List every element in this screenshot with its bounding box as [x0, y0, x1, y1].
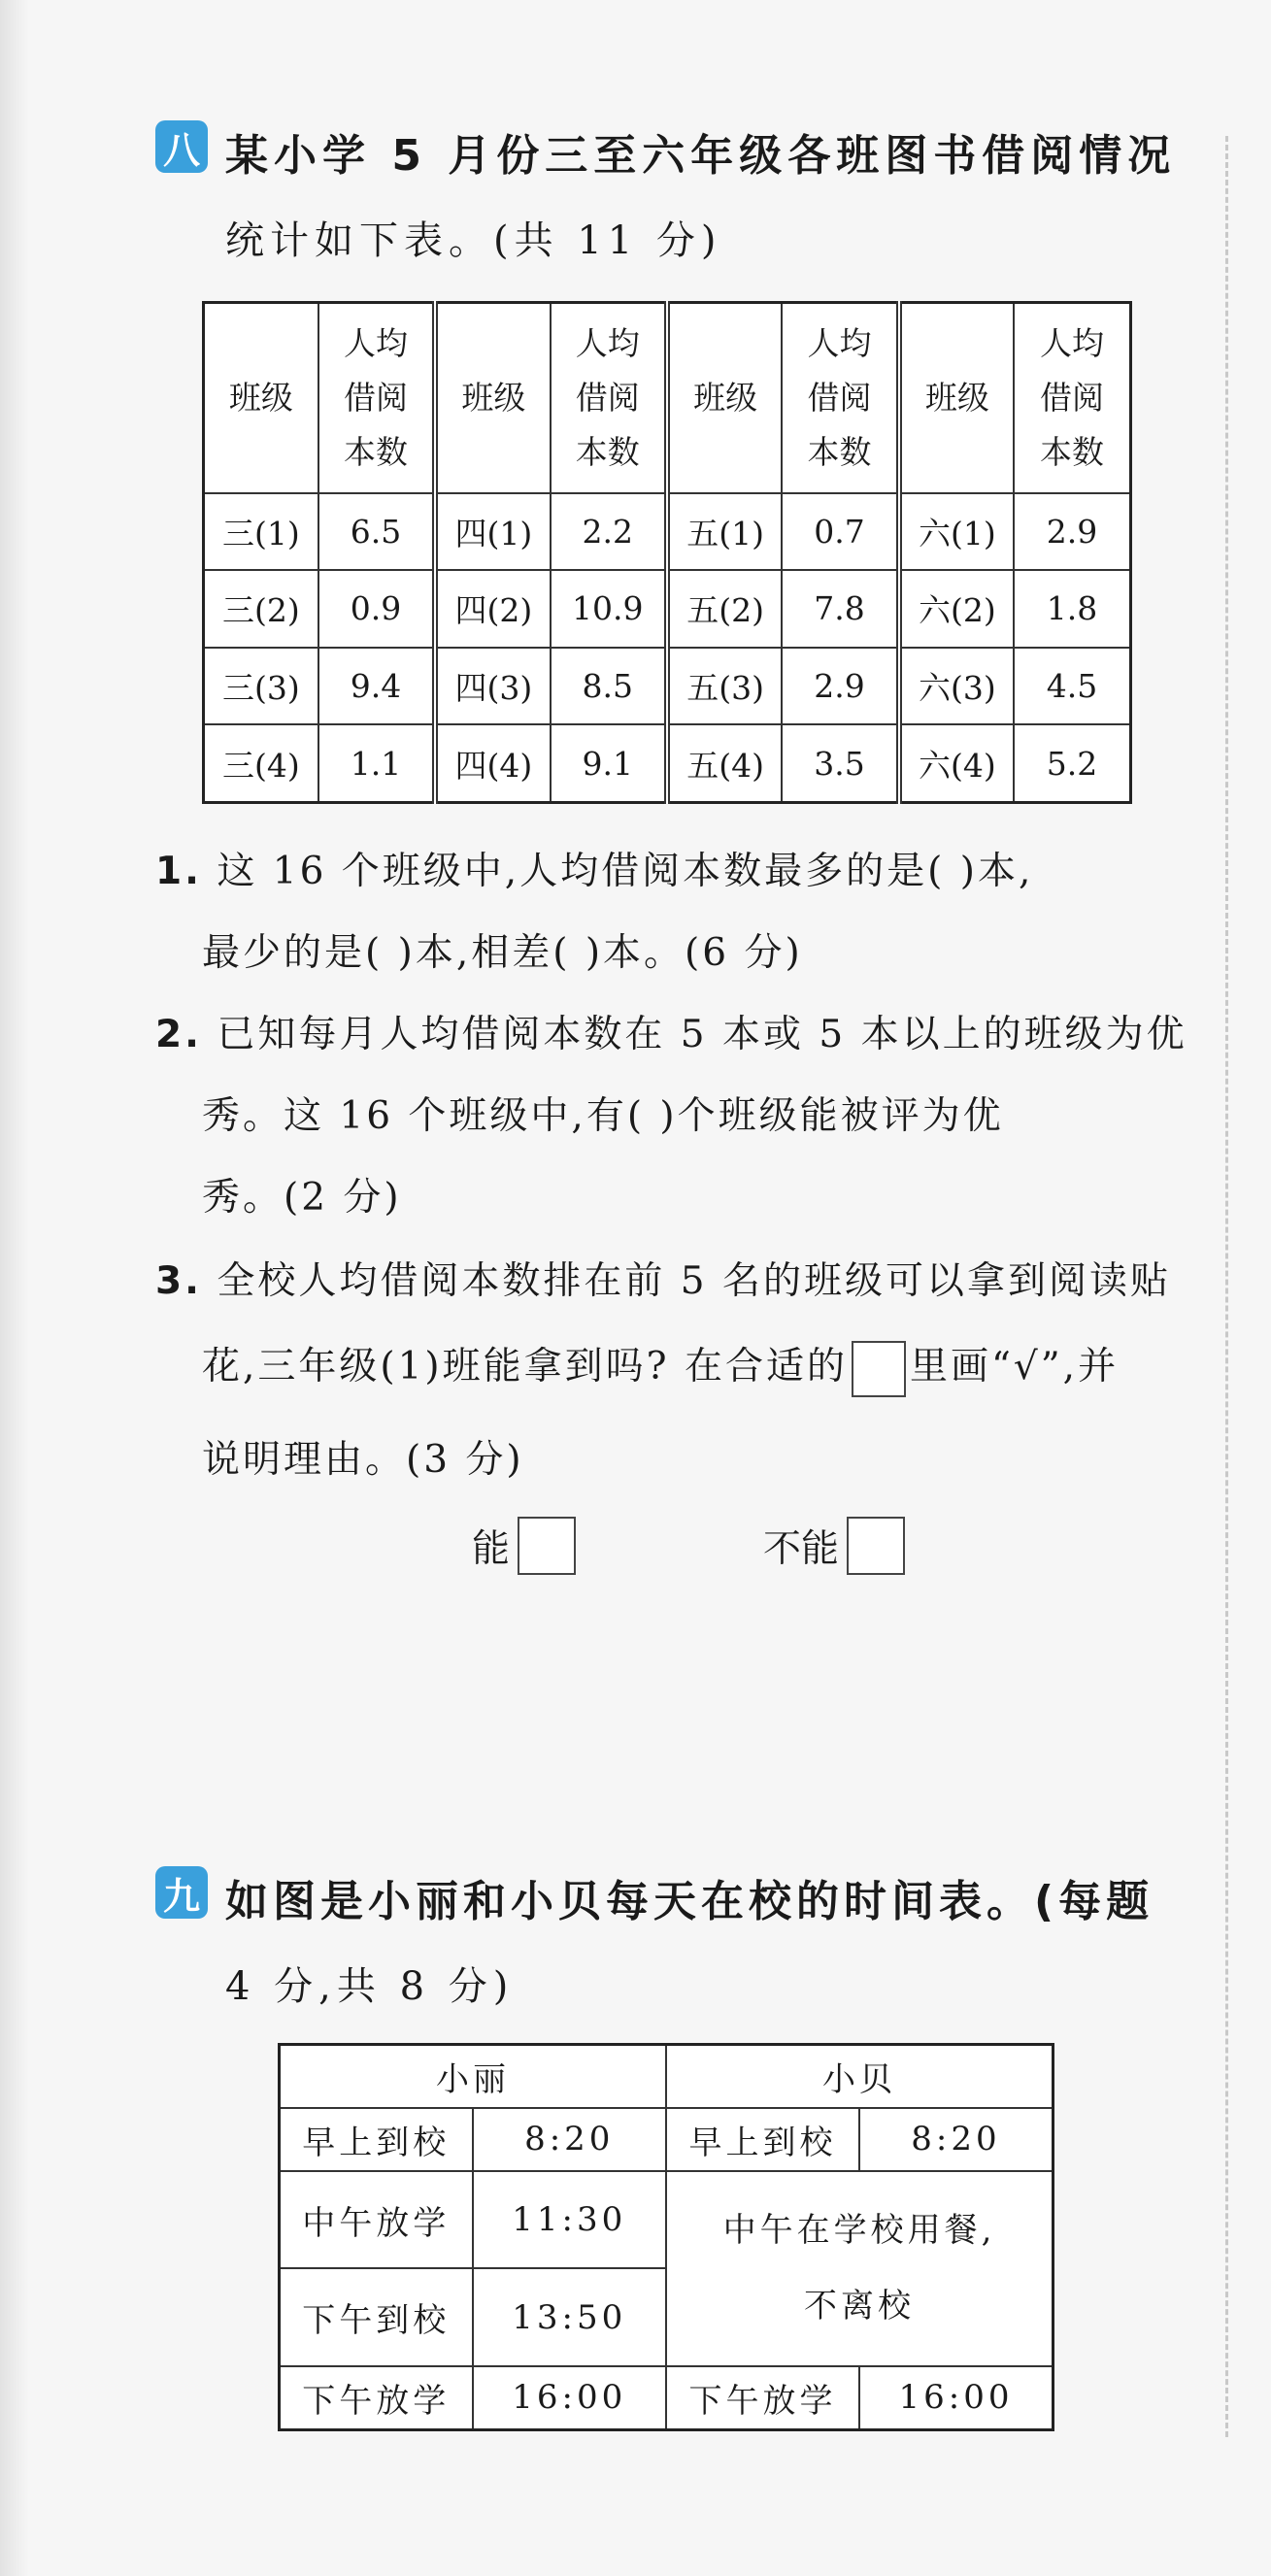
time-cell: 11:30	[473, 2171, 666, 2269]
section-9-badge: 九	[155, 1866, 208, 1919]
value-cell: 2.9	[782, 648, 898, 725]
value-cell: 9.4	[318, 648, 435, 725]
schedule-row	[280, 2108, 1054, 2171]
page-edge	[0, 0, 29, 2576]
table-header-row	[204, 303, 1131, 493]
choice-no-label: 不能	[763, 1527, 840, 1571]
event-cell: 中午放学	[280, 2171, 473, 2269]
section-8-title-line2: 统计如下表。(共 11 分)	[225, 218, 722, 263]
class-cell: 五(2)	[667, 570, 782, 648]
value-cell: 2.9	[1014, 493, 1130, 571]
value-cell: 0.7	[782, 493, 898, 571]
value-cell: 5.2	[1014, 724, 1130, 802]
inline-checkbox-icon	[852, 1341, 906, 1397]
value-cell: 2.2	[551, 493, 667, 571]
choice-no[interactable]	[763, 1517, 905, 1575]
header-xiaobei: 小贝	[666, 2045, 1054, 2109]
class-cell: 四(1)	[435, 493, 550, 571]
class-cell: 四(3)	[435, 648, 550, 725]
value-cell: 7.8	[782, 570, 898, 648]
time-cell: 16:00	[473, 2366, 666, 2430]
section-8-badge: 八	[155, 120, 208, 173]
header-class: 班级	[667, 303, 782, 493]
class-cell: 五(1)	[667, 493, 782, 571]
header-avg: 人均 借阅 本数	[318, 303, 435, 493]
header-class: 班级	[899, 303, 1014, 493]
borrow-table	[202, 301, 1132, 804]
schedule-table	[278, 2043, 1054, 2431]
choice-no-checkbox[interactable]	[847, 1517, 905, 1575]
section-8-title: 某小学 5 月份三至六年级各班图书借阅情况	[225, 131, 1177, 181]
class-cell: 六(2)	[899, 570, 1014, 648]
section-9-title: 如图是小丽和小贝每天在校的时间表。(每题	[225, 1877, 1154, 1926]
time-cell: 16:00	[859, 2366, 1054, 2430]
lunch-note-cell: 中午在学校用餐, 不离校	[666, 2171, 1054, 2366]
question-3-line3: 说明理由。(3 分)	[202, 1438, 524, 1482]
event-cell: 早上到校	[280, 2108, 473, 2171]
event-cell: 下午放学	[666, 2366, 859, 2430]
time-cell: 13:50	[473, 2268, 666, 2366]
schedule-row	[280, 2171, 1054, 2269]
table-row	[204, 724, 1131, 802]
question-1-line2: 最少的是( )本,相差( )本。(6 分)	[202, 931, 803, 975]
class-cell: 六(3)	[899, 648, 1014, 725]
class-cell: 三(1)	[204, 493, 318, 571]
header-class: 班级	[435, 303, 550, 493]
value-cell: 1.8	[1014, 570, 1130, 648]
value-cell: 4.5	[1014, 648, 1130, 725]
header-xiaoli: 小丽	[280, 2045, 666, 2109]
header-class: 班级	[204, 303, 318, 493]
question-2-line1: 2. 已知每月人均借阅本数在 5 本或 5 本以上的班级为优	[155, 1013, 1187, 1056]
class-cell: 五(3)	[667, 648, 782, 725]
question-2-line3: 秀。(2 分)	[202, 1176, 402, 1220]
value-cell: 0.9	[318, 570, 435, 648]
value-cell: 9.1	[551, 724, 667, 802]
question-1-line1: 1. 这 16 个班级中,人均借阅本数最多的是( )本,	[155, 850, 1034, 893]
value-cell: 6.5	[318, 493, 435, 571]
class-cell: 五(4)	[667, 724, 782, 802]
event-cell: 下午放学	[280, 2366, 473, 2430]
cut-line	[1225, 136, 1228, 2437]
value-cell: 1.1	[318, 724, 435, 802]
table-row	[204, 493, 1131, 571]
class-cell: 三(4)	[204, 724, 318, 802]
class-cell: 六(4)	[899, 724, 1014, 802]
value-cell: 8.5	[551, 648, 667, 725]
table-row	[204, 570, 1131, 648]
class-cell: 六(1)	[899, 493, 1014, 571]
header-avg: 人均 借阅 本数	[1014, 303, 1130, 493]
class-cell: 三(2)	[204, 570, 318, 648]
choice-yes-label: 能	[472, 1527, 511, 1571]
class-cell: 三(3)	[204, 648, 318, 725]
header-avg: 人均 借阅 本数	[782, 303, 898, 493]
value-cell: 3.5	[782, 724, 898, 802]
section-9-title-line2: 4 分,共 8 分)	[225, 1964, 515, 2009]
choice-yes-checkbox[interactable]	[518, 1517, 576, 1575]
time-cell: 8:20	[473, 2108, 666, 2171]
header-avg: 人均 借阅 本数	[551, 303, 667, 493]
event-cell: 早上到校	[666, 2108, 859, 2171]
schedule-header-row	[280, 2045, 1054, 2109]
question-3-line2: 花,三年级(1)班能拿到吗? 在合适的 里画“√”,并	[202, 1336, 1119, 1397]
question-2-line2: 秀。这 16 个班级中,有( )个班级能被评为优	[202, 1094, 1004, 1138]
event-cell: 下午到校	[280, 2268, 473, 2366]
table-row	[204, 648, 1131, 725]
class-cell: 四(2)	[435, 570, 550, 648]
class-cell: 四(4)	[435, 724, 550, 802]
value-cell: 10.9	[551, 570, 667, 648]
time-cell: 8:20	[859, 2108, 1054, 2171]
question-3-line1: 3. 全校人均借阅本数排在前 5 名的班级可以拿到阅读贴	[155, 1259, 1171, 1303]
choice-yes[interactable]	[472, 1517, 576, 1575]
schedule-row	[280, 2366, 1054, 2430]
